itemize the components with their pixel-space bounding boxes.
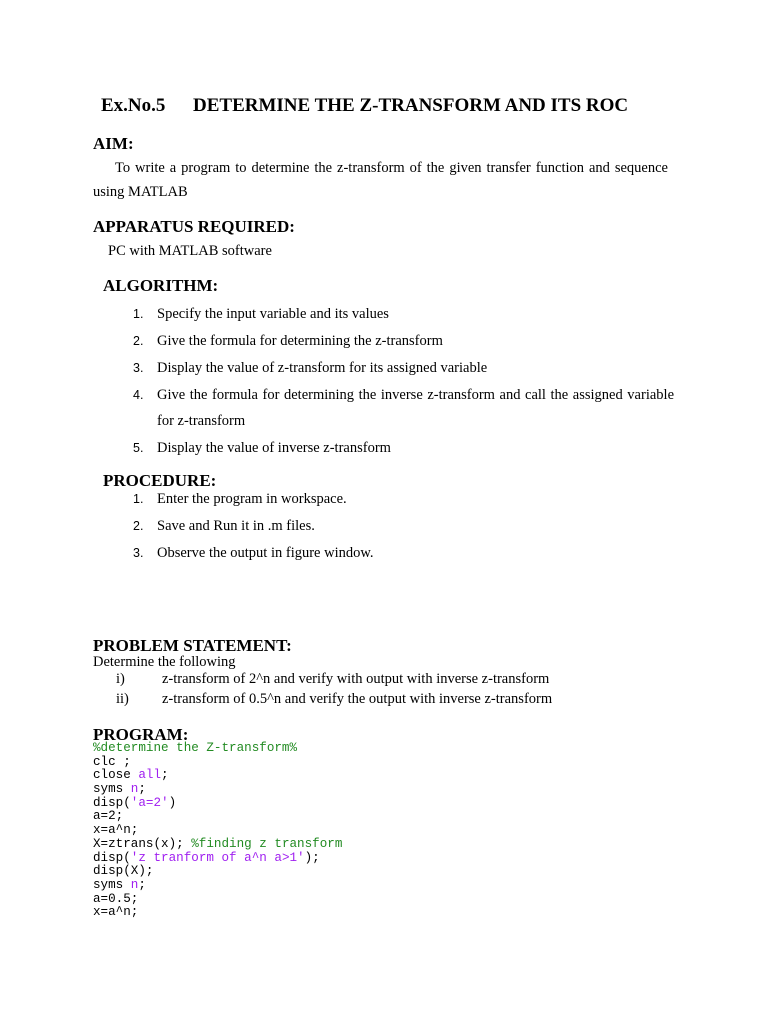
list-number: 1.	[133, 492, 144, 506]
code-token-string: n	[130, 782, 139, 797]
code-token-plain: a=2;	[93, 809, 124, 824]
problem-text: z-transform of 0.5^n and verify the output with inverse z-transform	[162, 691, 553, 707]
code-token-string: 'z tranform of a^n a>1'	[130, 850, 305, 865]
list-item	[133, 435, 674, 461]
code-token-plain: )	[168, 795, 177, 810]
aim-text: To write a program to determine the z-transform of the given transfer function and sequence using MATLAB	[93, 160, 668, 200]
code-line	[93, 838, 342, 852]
list-number: 2.	[133, 334, 144, 348]
code-line	[93, 865, 342, 879]
code-line	[93, 797, 342, 811]
code-line	[93, 756, 342, 770]
code-token-plain: syms	[93, 782, 131, 797]
page-title	[101, 94, 628, 118]
list-number: 5.	[133, 441, 144, 455]
algorithm-heading: ALGORITHM:	[103, 276, 219, 295]
problem-intro: Determine the following	[93, 654, 236, 670]
aim-heading: AIM:	[93, 134, 134, 153]
code-token-plain: ;	[138, 877, 146, 892]
code-line	[93, 852, 342, 866]
code-token-plain: disp(	[93, 795, 131, 810]
list-number: 1.	[133, 307, 144, 321]
problem-text: z-transform of 2^n and verify with output with inverse z-transform	[162, 671, 550, 687]
list-number: 2.	[133, 519, 144, 533]
code-line	[93, 879, 342, 893]
procedure-heading: PROCEDURE:	[103, 471, 217, 490]
list-item	[133, 301, 674, 327]
list-item	[133, 328, 674, 354]
code-token-string: 'a=2'	[130, 795, 169, 810]
procedure-list	[133, 486, 674, 567]
apparatus-text: PC with MATLAB software	[108, 243, 272, 259]
code-token-plain: );	[304, 850, 320, 865]
code-token-comment: %determine the Z-transform%	[93, 741, 298, 755]
code-token-string: all	[138, 768, 162, 783]
list-item	[133, 355, 674, 381]
list-text: Display the value of inverse z-transform	[157, 440, 391, 456]
problem-heading: PROBLEM STATEMENT:	[93, 636, 292, 655]
code-token-plain: close	[93, 768, 139, 783]
code-token-plain: clc ;	[93, 754, 131, 769]
exercise-title: DETERMINE THE Z-TRANSFORM AND ITS ROC	[193, 95, 629, 116]
problem-number: ii)	[116, 691, 129, 707]
problem-number: i)	[116, 671, 125, 687]
list-item	[133, 513, 674, 539]
code-line	[93, 893, 342, 907]
program-heading: PROGRAM:	[93, 725, 189, 744]
list-text: Give the formula for determining the inverse z-transform and call the assigned variable for z-transform	[157, 387, 674, 429]
list-item	[133, 486, 674, 512]
list-text: Give the formula for determining the z-transform	[157, 333, 443, 349]
list-number: 3.	[133, 361, 144, 375]
code-token-plain: x=a^n;	[93, 905, 139, 920]
code-token-string: n	[130, 877, 139, 892]
list-text: Display the value of z-transform for its assigned variable	[157, 360, 488, 376]
list-text: Save and Run it in .m files.	[157, 518, 315, 534]
list-text: Specify the input variable and its values	[157, 306, 389, 322]
list-number: 4.	[133, 388, 144, 402]
apparatus-heading: APPARATUS REQUIRED:	[93, 217, 295, 236]
code-token-comment: %finding z transform	[191, 836, 343, 851]
code-token-plain: x=a^n;	[93, 823, 139, 838]
algorithm-list	[133, 301, 674, 462]
code-line	[93, 810, 342, 824]
list-item	[133, 382, 674, 434]
code-line	[93, 906, 342, 920]
list-item	[133, 540, 674, 566]
code-line	[93, 769, 342, 783]
code-line	[93, 824, 342, 838]
list-text: Observe the output in figure window.	[157, 545, 374, 561]
code-line	[93, 742, 342, 756]
code-token-plain: ;	[161, 768, 169, 783]
code-token-plain: disp(	[93, 850, 131, 865]
code-token-plain: syms	[93, 877, 131, 892]
program-code	[93, 742, 342, 920]
code-line	[93, 783, 342, 797]
code-token-plain: X=ztrans(x);	[93, 836, 192, 851]
code-token-plain: a=0.5;	[93, 891, 139, 906]
exercise-number: Ex.No.5	[101, 95, 166, 116]
list-text: Enter the program in workspace.	[157, 491, 347, 507]
code-token-plain: ;	[138, 782, 146, 797]
list-number: 3.	[133, 546, 144, 560]
code-token-plain: disp(X);	[93, 864, 154, 879]
